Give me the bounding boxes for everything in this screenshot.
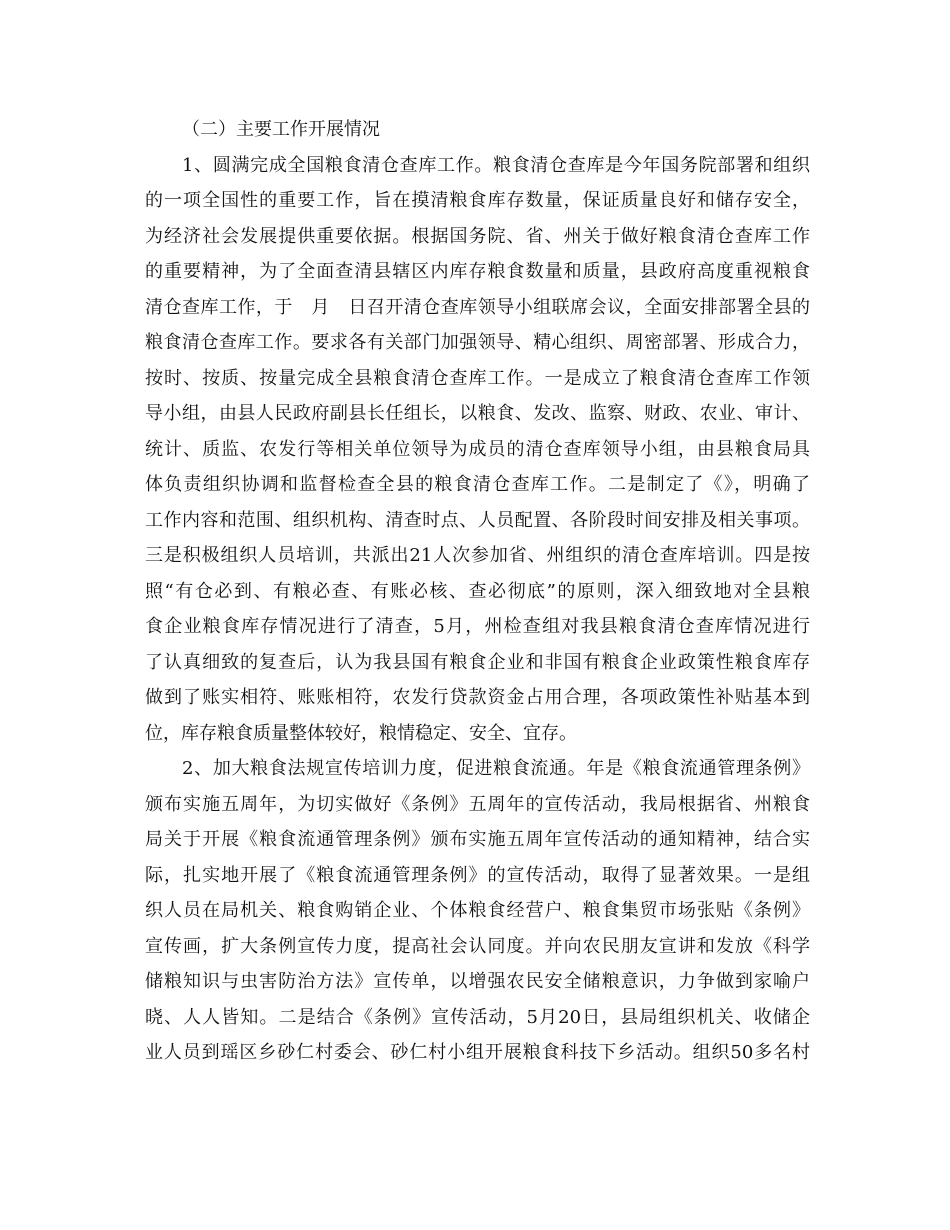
text-line: 工作内容和范围、组织机构、清查时点、人员配置、各阶段时间安排及相关事项。 — [145, 509, 810, 531]
text-line: 做到了账实相符、账账相符，农发行贷款资金占用合理，各项政策性补贴基本到 — [145, 687, 810, 708]
text-line: 为经济社会发展提供重要依据。根据国务院、省、州关于做好粮食清仓查库工作 — [145, 225, 810, 247]
text-line: 按时、按质、按量完成全县粮食清仓查库工作。一是成立了粮食清仓查库工作领 — [145, 367, 810, 389]
document-body — [145, 112, 810, 1071]
paragraph-2 — [145, 751, 810, 1071]
paragraph-1 — [145, 148, 810, 752]
text-line: 颁布实施五周年，为切实做好《条例》五周年的宣传活动，我局根据省、州粮食 — [145, 793, 810, 815]
text-line: 业人员到瑶区乡砂仁村委会、砂仁村小组开展粮食科技下乡活动。组织50多名村 — [145, 1042, 810, 1063]
text-line: 三是积极组织人员培训，共派出21人次参加省、州组织的清仓查库培训。四是按 — [145, 545, 810, 566]
text-line: 食企业粮食库存情况进行了清查，5月，州检查组对我县粮食清仓查库情况进行 — [145, 616, 810, 637]
text-line: 的一项全国性的重要工作，旨在摸清粮食库存数量，保证质量良好和储存安全， — [145, 190, 810, 211]
text-line: 清仓查库工作，于 月 日召开清仓查库领导小组联席会议，全面安排部署全县的 — [145, 296, 810, 318]
text-line: 的重要精神，为了全面查清县辖区内库存粮食数量和质量，县政府高度重视粮食 — [145, 261, 810, 282]
text-line: 位，库存粮食质量整体较好，粮情稳定、安全、宜存。 — [145, 722, 577, 744]
text-line: 储粮知识与虫害防治方法》宣传单，以增强农民安全储粮意识，力争做到家喻户 — [145, 971, 810, 992]
text-line: 1、圆满完成全国粮食清仓查库工作。粮食清仓查库是今年国务院部署和组织 — [182, 154, 810, 176]
text-line: 宣传画，扩大条例宣传力度，提高社会认同度。并向农民朋友宣讲和发放《科学 — [145, 935, 810, 957]
text-line: 2、加大粮食法规宣传培训力度，促进粮食流通。年是《粮食流通管理条例》 — [182, 758, 810, 779]
text-line: 了认真细致的复查后，认为我县国有粮食企业和非国有粮食企业政策性粮食库存 — [145, 651, 810, 673]
text-line: 统计、质监、农发行等相关单位领导为成员的清仓查库领导小组，由县粮食局具 — [145, 438, 810, 460]
text-line: 粮食清仓查库工作。要求各有关部门加强领导、精心组织、周密部署、形成合力， — [145, 332, 810, 353]
text-line: 照“有仓必到、有粮必查、有账必核、查必彻底”的原则，深入细致地对全县粮 — [145, 580, 810, 602]
text-line: 际，扎实地开展了《粮食流通管理条例》的宣传活动，取得了显著效果。一是组 — [145, 864, 810, 886]
text-line: 导小组，由县人民政府副县长任组长，以粮食、发改、监察、财政、农业、审计、 — [145, 403, 810, 424]
section-heading: （二）主要工作开展情况 — [182, 119, 380, 140]
text-line: 织人员在局机关、粮食购销企业、个体粮食经营户、粮食集贸市场张贴《条例》 — [145, 900, 810, 921]
text-line: 局关于开展《粮食流通管理条例》颁布实施五周年宣传活动的通知精神，结合实 — [145, 829, 810, 850]
text-line: 体负责组织协调和监督检查全县的粮食清仓查库工作。二是制定了《》，明确了 — [145, 474, 810, 495]
text-line: 晓、人人皆知。二是结合《条例》宣传活动，5月20日，县局组织机关、收储企 — [145, 1006, 810, 1028]
